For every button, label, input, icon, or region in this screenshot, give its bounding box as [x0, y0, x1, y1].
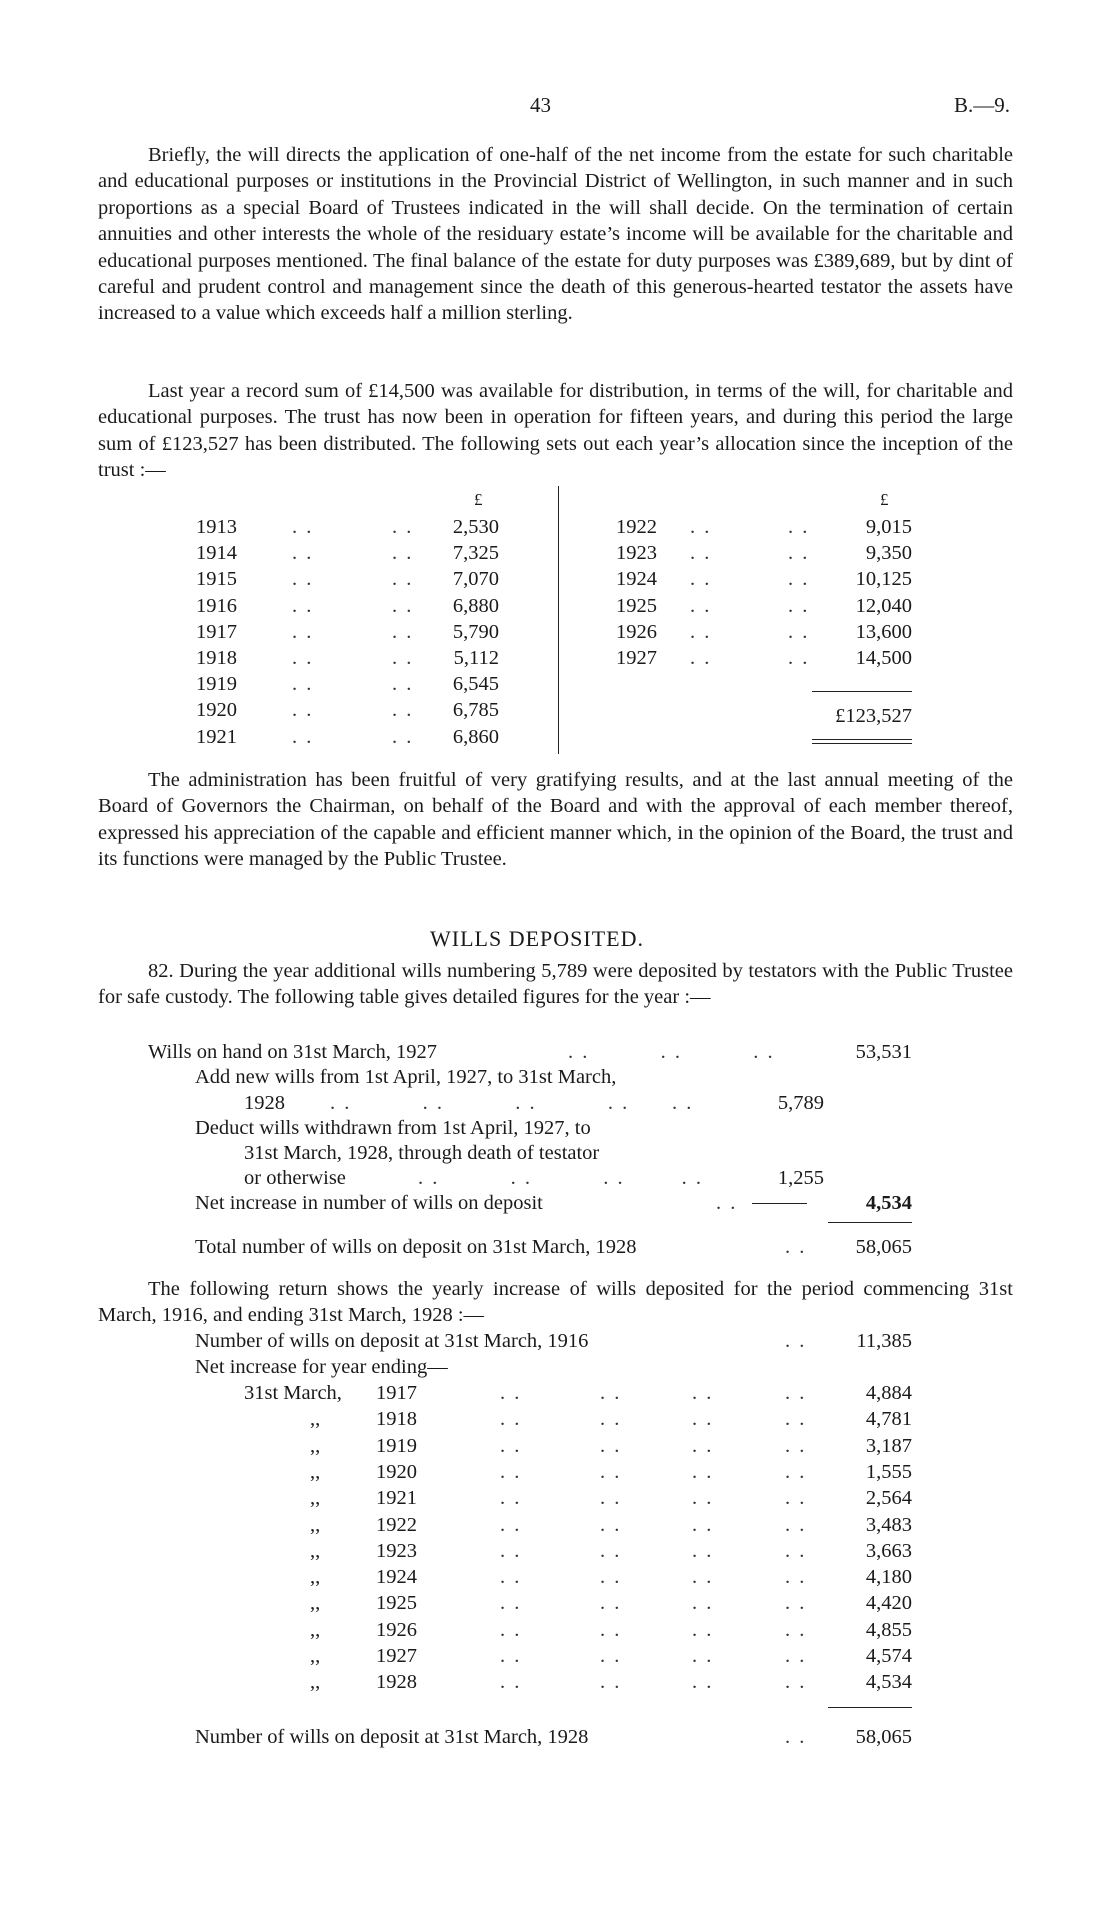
- document-reference: B.—9.: [954, 93, 1011, 117]
- leader-dots: . .: [785, 1726, 807, 1748]
- paragraph-administration: The administration has been fruitful of very gratifying results, and at the last annual meeting of the Board of Governors the Chairman, on behalf of the Board and with the approval of each member thereof, expressed his appreciation of the capable and efficient manner which, in the opinion of the Board, the trust and its functions were managed by the Public Trustee.: [98, 769, 1013, 871]
- leader-dots: . .: [788, 568, 810, 591]
- leader-dots: . .: [600, 1382, 622, 1404]
- allocation-year: 1915: [196, 568, 237, 591]
- add-value: 5,789: [777, 1092, 824, 1114]
- allocation-year: 1921: [196, 725, 237, 748]
- leader-dots: . .: [785, 1434, 807, 1457]
- leader-dots: . .: [690, 647, 712, 669]
- return-value: 3,663: [865, 1539, 912, 1562]
- allocation-amount: 5,790: [452, 620, 499, 643]
- paragraph-yearly-return: The following return shows the yearly increase of wills deposited for the period commencing 31st March, 1916, and ending 31st March, 1928 :—: [98, 1278, 1013, 1327]
- deduct-value: 1,255: [777, 1167, 824, 1189]
- leader-dots: . .: [692, 1434, 714, 1457]
- return-year: 1921: [376, 1487, 417, 1510]
- add-label-line2: 1928: [244, 1092, 285, 1114]
- leader-dots: . .: [692, 1408, 714, 1431]
- sum-rule: [828, 1707, 912, 1708]
- leader-dots: . .: [785, 1618, 807, 1641]
- deduct-label-line1: Deduct wills withdrawn from 1st April, 1927, to: [195, 1117, 591, 1139]
- leader-dots: . .: [692, 1382, 714, 1404]
- ditto-mark: ,,: [310, 1539, 321, 1562]
- allocation-amount: 6,785: [452, 699, 499, 722]
- leader-dots: . .: [500, 1566, 522, 1589]
- leader-dots: . .: [692, 1460, 714, 1483]
- ditto-mark: ,,: [310, 1592, 321, 1615]
- ditto-mark: ,,: [310, 1513, 321, 1536]
- leader-dots: . .: [292, 594, 314, 617]
- paragraph-record-sum: Last year a record sum of £14,500 was available for distribution, in terms of the will, for charitable and educational purposes. The trust has now been in operation for fifteen years, and during this period the large sum of £123,527 has been distributed. The following sets out each year’s allocation since the inception of the trust :—: [98, 380, 1013, 482]
- leader-dots: . .: [785, 1566, 807, 1589]
- return-year: 1922: [376, 1513, 417, 1536]
- currency-header-right: £: [880, 490, 889, 509]
- return-value: 4,574: [865, 1645, 912, 1667]
- leader-dots: . .: [785, 1382, 807, 1404]
- ditto-mark: ,,: [310, 1408, 321, 1431]
- leader-dots: . .: [500, 1513, 522, 1536]
- allocation-year: 1914: [196, 542, 237, 565]
- section-heading: WILLS DEPOSITED.: [430, 926, 644, 951]
- allocation-year: 1925: [616, 594, 657, 617]
- leader-dots: . .: [600, 1460, 622, 1483]
- return-year: 1924: [376, 1566, 417, 1589]
- column-divider: [558, 486, 559, 754]
- paragraph-wills-numbering: 82. During the year additional wills numbering 5,789 were deposited by testators with the Public Trustee for safe custody. The following table gives detailed figures for the year :—: [98, 960, 1013, 1009]
- leader-dots: . .: [392, 594, 414, 617]
- leader-dots: . . . . . . . .: [418, 1167, 703, 1189]
- allocation-amount: 12,040: [855, 594, 912, 617]
- start-deposit-label: Number of wills on deposit at 31st March, 1916: [195, 1330, 589, 1352]
- leader-dots: . .: [292, 620, 314, 643]
- allocation-year: 1917: [196, 620, 237, 643]
- leader-dots: . .: [600, 1671, 622, 1694]
- page-number: 43: [530, 93, 551, 117]
- leader-dots: . .: [392, 542, 414, 565]
- allocation-year: 1916: [196, 594, 237, 617]
- return-value: 4,180: [865, 1566, 912, 1589]
- allocation-amount: 7,070: [452, 568, 499, 591]
- return-year: 1918: [376, 1408, 417, 1431]
- leader-dots: . .: [785, 1645, 807, 1667]
- net-increase-value: 4,534: [865, 1192, 912, 1214]
- leader-dots: . .: [785, 1592, 807, 1615]
- leader-dots: . .: [785, 1408, 807, 1431]
- leader-dots: . .: [690, 516, 712, 538]
- leader-dots: . .: [500, 1618, 522, 1641]
- leader-dots: . .: [692, 1645, 714, 1667]
- leader-dots: . .: [500, 1382, 522, 1404]
- allocation-amount: 9,350: [865, 542, 912, 565]
- leader-dots: . .: [392, 620, 414, 643]
- leader-dots: . .: [500, 1671, 522, 1694]
- subtract-rule: [752, 1203, 807, 1204]
- leader-dots: . .: [600, 1645, 622, 1667]
- leader-dots: . .: [600, 1566, 622, 1589]
- leader-dots: . . . . . .: [568, 1041, 775, 1063]
- leader-dots: . .: [292, 699, 314, 722]
- return-value: 4,420: [865, 1592, 912, 1615]
- leader-dots: . .: [788, 647, 810, 669]
- return-year: 1925: [376, 1592, 417, 1615]
- return-year: 1920: [376, 1460, 417, 1483]
- return-value: 4,781: [865, 1408, 912, 1431]
- allocation-year: 1920: [196, 699, 237, 722]
- leader-dots: . .: [392, 725, 414, 748]
- leader-dots: . .: [690, 594, 712, 617]
- leader-dots: . .: [392, 568, 414, 591]
- leader-dots: . .: [692, 1513, 714, 1536]
- return-value: 3,187: [865, 1434, 912, 1457]
- end-deposit-label: Number of wills on deposit at 31st March, 1928: [195, 1726, 589, 1748]
- paragraph-will-directions: Briefly, the will directs the application of one-half of the net income from the estate for such charitable and educational purposes or institutions in the Provincial District of Wellington, in such manner and in such proportions as a special Board of Trustees indicated in the will shall decide. On the termination of certain annuities and other interests the whole of the residuary estate’s income will be available for the charitable and educational purposes mentioned. The final balance of the estate for duty purposes was £389,689, but by dint of careful and prudent control and management since the death of this generous-hearted testator the assets have increased to a value which exceeds half a million sterling.: [98, 144, 1013, 325]
- allocation-amount: 5,112: [453, 647, 499, 669]
- leader-dots: . .: [788, 620, 810, 643]
- leader-dots: . .: [600, 1434, 622, 1457]
- allocation-amount: 10,125: [855, 568, 912, 591]
- allocation-amount: 7,325: [452, 542, 499, 565]
- return-year: 1923: [376, 1539, 417, 1562]
- leader-dots: . .: [500, 1539, 522, 1562]
- leader-dots: . .: [692, 1592, 714, 1615]
- allocation-total-rule-bottom: [812, 739, 912, 744]
- leader-dots: . .: [600, 1513, 622, 1536]
- allocation-amount: 13,600: [855, 620, 912, 643]
- allocation-amount: 6,860: [452, 725, 499, 748]
- return-year: 1926: [376, 1618, 417, 1641]
- leader-dots: . .: [690, 620, 712, 643]
- allocation-amount: 6,545: [452, 673, 499, 696]
- return-value: 3,483: [865, 1513, 912, 1536]
- leader-dots: . .: [690, 542, 712, 565]
- allocation-year: 1926: [616, 620, 657, 643]
- leader-dots: . .: [292, 673, 314, 696]
- leader-dots: . .: [692, 1566, 714, 1589]
- ditto-mark: ,,: [310, 1434, 321, 1457]
- allocation-year: 1927: [616, 647, 657, 669]
- leader-dots: . .: [690, 568, 712, 591]
- leader-dots: . .: [500, 1460, 522, 1483]
- leader-dots: . .: [716, 1192, 738, 1214]
- allocation-year: 1918: [196, 647, 237, 669]
- leader-dots: . .: [692, 1671, 714, 1694]
- ditto-mark: ,,: [310, 1566, 321, 1589]
- leader-dots: . .: [785, 1460, 807, 1483]
- allocation-year: 1923: [616, 542, 657, 565]
- allocation-year: 1919: [196, 673, 237, 696]
- allocation-year: 1913: [196, 516, 237, 538]
- start-deposit-value: 11,385: [856, 1330, 912, 1352]
- leader-dots: . .: [392, 647, 414, 669]
- leader-dots: . .: [500, 1408, 522, 1431]
- allocation-year: 1922: [616, 516, 657, 538]
- return-year: 1917: [376, 1382, 417, 1404]
- leader-dots: . .: [785, 1539, 807, 1562]
- leader-dots: . .: [692, 1487, 714, 1510]
- add-label-line1: Add new wills from 1st April, 1927, to 31st March,: [195, 1066, 617, 1088]
- leader-dots: . .: [392, 673, 414, 696]
- ditto-mark: ,,: [310, 1487, 321, 1510]
- net-increase-label: Net increase in number of wills on deposit: [195, 1192, 543, 1214]
- ditto-mark: ,,: [310, 1645, 321, 1667]
- allocation-total-rule-top: [812, 691, 912, 692]
- leader-dots: . .: [600, 1618, 622, 1641]
- leader-dots: . .: [292, 516, 314, 538]
- total-deposit-value: 58,065: [855, 1236, 912, 1258]
- deduct-label-line2: 31st March, 1928, through death of testator: [244, 1142, 600, 1164]
- return-value: 2,564: [865, 1487, 912, 1510]
- leader-dots: . .: [500, 1487, 522, 1510]
- leader-dots: . .: [600, 1539, 622, 1562]
- leader-dots: . .: [600, 1592, 622, 1615]
- leader-dots: . .: [785, 1671, 807, 1694]
- deduct-label-line3: or otherwise: [244, 1167, 346, 1189]
- return-value: 4,884: [865, 1382, 912, 1404]
- leader-dots: . .: [788, 516, 810, 538]
- sum-rule: [828, 1222, 912, 1223]
- on-hand-label: Wills on hand on 31st March, 1927: [148, 1041, 437, 1063]
- allocation-year: 1924: [616, 568, 657, 591]
- allocation-amount: 6,880: [452, 594, 499, 617]
- leader-dots: . .: [788, 594, 810, 617]
- leader-dots: . .: [392, 699, 414, 722]
- net-increase-heading: Net increase for year ending—: [195, 1356, 448, 1378]
- return-value: 1,555: [865, 1460, 912, 1483]
- allocation-amount: 14,500: [855, 647, 912, 669]
- leader-dots: . .: [600, 1487, 622, 1510]
- leader-dots: . .: [292, 647, 314, 669]
- on-hand-value: 53,531: [855, 1041, 912, 1063]
- leader-dots: . .: [292, 542, 314, 565]
- ditto-mark: ,,: [310, 1460, 321, 1483]
- leader-dots: . .: [292, 568, 314, 591]
- row-prefix: 31st March,: [244, 1382, 342, 1404]
- total-deposit-label: Total number of wills on deposit on 31st March, 1928: [195, 1236, 637, 1258]
- currency-header-left: £: [474, 490, 483, 509]
- return-value: 4,534: [865, 1671, 912, 1694]
- leader-dots: . .: [785, 1236, 807, 1258]
- leader-dots: . .: [692, 1618, 714, 1641]
- leader-dots: . . . . . . . . . .: [330, 1092, 694, 1114]
- leader-dots: . .: [600, 1408, 622, 1431]
- leader-dots: . .: [500, 1592, 522, 1615]
- leader-dots: . .: [785, 1487, 807, 1510]
- allocation-amount: 2,530: [452, 516, 499, 538]
- leader-dots: . .: [785, 1330, 807, 1352]
- ditto-mark: ,,: [310, 1671, 321, 1694]
- return-value: 4,855: [865, 1618, 912, 1641]
- leader-dots: . .: [788, 542, 810, 565]
- leader-dots: . .: [692, 1539, 714, 1562]
- allocation-amount: 9,015: [865, 516, 912, 538]
- return-year: 1919: [376, 1434, 417, 1457]
- allocation-total: £123,527: [835, 705, 912, 727]
- leader-dots: . .: [392, 516, 414, 538]
- end-deposit-value: 58,065: [855, 1726, 912, 1748]
- leader-dots: . .: [500, 1645, 522, 1667]
- leader-dots: . .: [292, 725, 314, 748]
- return-year: 1927: [376, 1645, 417, 1667]
- return-year: 1928: [376, 1671, 417, 1694]
- ditto-mark: ,,: [310, 1618, 321, 1641]
- leader-dots: . .: [785, 1513, 807, 1536]
- leader-dots: . .: [500, 1434, 522, 1457]
